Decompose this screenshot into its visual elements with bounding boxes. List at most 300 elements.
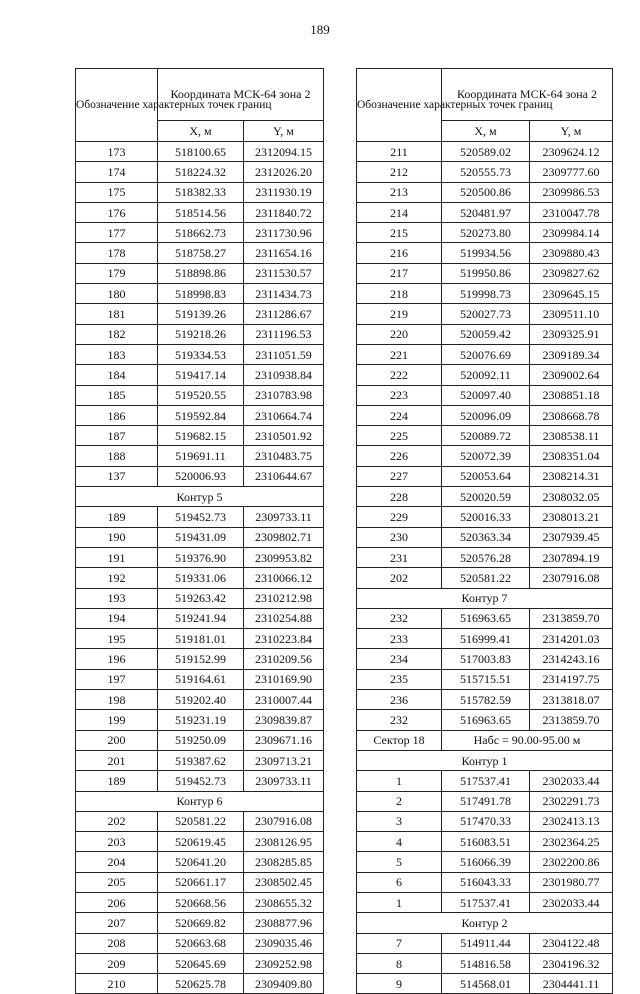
point-number: 1 [357, 771, 442, 791]
table-row [357, 182, 613, 202]
point-number: 7 [357, 933, 442, 953]
y-coordinate: 2312094.15 [244, 142, 324, 162]
y-coordinate: 2308538.11 [530, 426, 613, 446]
table-row [357, 811, 613, 831]
table-row [357, 547, 613, 567]
y-coordinate: 2301980.77 [530, 872, 613, 892]
x-coordinate: 520500.86 [442, 182, 530, 202]
x-coordinate: 519682.15 [158, 426, 244, 446]
point-number: 226 [357, 446, 442, 466]
x-coordinate: 519331.06 [158, 568, 244, 588]
header-coordinate-system: Координата МСК-64 зона 2 [158, 69, 324, 121]
x-coordinate: 517470.33 [442, 811, 530, 831]
header-point-label: Обозначение характерных точек границ [76, 69, 158, 142]
point-number: 202 [76, 811, 158, 831]
point-number: 192 [76, 568, 158, 588]
x-coordinate: 520481.97 [442, 202, 530, 222]
table-row [357, 487, 613, 507]
table-row [76, 182, 324, 202]
coordinates-table-left [75, 68, 324, 994]
x-coordinate: 520092.11 [442, 365, 530, 385]
y-coordinate: 2311840.72 [244, 202, 324, 222]
x-coordinate: 520619.45 [158, 832, 244, 852]
x-coordinate: 519431.09 [158, 527, 244, 547]
table-row [357, 953, 613, 973]
y-coordinate: 2309409.80 [244, 974, 324, 994]
y-coordinate: 2309733.11 [244, 507, 324, 527]
x-coordinate: 519417.14 [158, 365, 244, 385]
y-coordinate: 2309880.43 [530, 243, 613, 263]
point-number: 200 [76, 730, 158, 750]
point-number: 198 [76, 690, 158, 710]
y-coordinate: 2309713.21 [244, 750, 324, 770]
y-coordinate: 2309986.53 [530, 182, 613, 202]
table-row [357, 608, 613, 628]
y-coordinate: 2302033.44 [530, 771, 613, 791]
y-coordinate: 2310007.44 [244, 690, 324, 710]
point-number: 217 [357, 263, 442, 283]
y-coordinate: 2310938.84 [244, 365, 324, 385]
y-coordinate: 2310169.90 [244, 669, 324, 689]
x-coordinate: 515715.51 [442, 669, 530, 689]
contour-row [357, 588, 613, 608]
point-number: 235 [357, 669, 442, 689]
contour-label: Контур 1 [357, 750, 613, 770]
x-coordinate: 519520.55 [158, 385, 244, 405]
point-number: 182 [76, 324, 158, 344]
table-row [76, 263, 324, 283]
point-number: 229 [357, 507, 442, 527]
sector-height-range: Набс = 90.00-95.00 м [442, 730, 613, 750]
point-number: 176 [76, 202, 158, 222]
y-coordinate: 2302413.13 [530, 811, 613, 831]
y-coordinate: 2308502.45 [244, 872, 324, 892]
table-row [357, 426, 613, 446]
point-number: 213 [357, 182, 442, 202]
x-coordinate: 519164.61 [158, 669, 244, 689]
point-number: 179 [76, 263, 158, 283]
point-number: 203 [76, 832, 158, 852]
y-coordinate: 2311196.53 [244, 324, 324, 344]
point-number: 222 [357, 365, 442, 385]
x-coordinate: 520589.02 [442, 142, 530, 162]
table-row [357, 892, 613, 912]
table-row [76, 142, 324, 162]
point-number: 189 [76, 771, 158, 791]
point-number: 227 [357, 466, 442, 486]
point-number: 181 [76, 304, 158, 324]
x-coordinate: 519181.01 [158, 629, 244, 649]
y-coordinate: 2308851.18 [530, 385, 613, 405]
y-coordinate: 2308285.85 [244, 852, 324, 872]
x-coordinate: 520096.09 [442, 405, 530, 425]
y-coordinate: 2309002.64 [530, 365, 613, 385]
table-row [357, 202, 613, 222]
y-coordinate: 2310254.88 [244, 608, 324, 628]
y-coordinate: 2308351.04 [530, 446, 613, 466]
x-coordinate: 519241.94 [158, 608, 244, 628]
table-row [357, 568, 613, 588]
y-coordinate: 2309511.10 [530, 304, 613, 324]
contour-label: Контур 6 [76, 791, 324, 811]
table-row [76, 385, 324, 405]
point-number: 1 [357, 892, 442, 912]
y-coordinate: 2308013.21 [530, 507, 613, 527]
table-row [76, 365, 324, 385]
y-coordinate: 2302291.73 [530, 791, 613, 811]
header-x: X, м [442, 121, 530, 142]
y-coordinate: 2310047.78 [530, 202, 613, 222]
x-coordinate: 519592.84 [158, 405, 244, 425]
contour-row [76, 791, 324, 811]
table-row [76, 690, 324, 710]
table-row [76, 223, 324, 243]
table-row [76, 629, 324, 649]
y-coordinate: 2309189.34 [530, 344, 613, 364]
table-row [76, 243, 324, 263]
x-coordinate: 519263.42 [158, 588, 244, 608]
y-coordinate: 2311434.73 [244, 284, 324, 304]
header-y: Y, м [530, 121, 613, 142]
table-row [76, 974, 324, 994]
y-coordinate: 2309671.16 [244, 730, 324, 750]
point-number: 3 [357, 811, 442, 831]
x-coordinate: 519250.09 [158, 730, 244, 750]
y-coordinate: 2310664.74 [244, 405, 324, 425]
point-number: 219 [357, 304, 442, 324]
point-number: 201 [76, 750, 158, 770]
table-row [357, 852, 613, 872]
x-coordinate: 520581.22 [158, 811, 244, 831]
table-row [76, 162, 324, 182]
point-number: 212 [357, 162, 442, 182]
table-row [76, 446, 324, 466]
y-coordinate: 2309325.91 [530, 324, 613, 344]
contour-row [357, 913, 613, 933]
table-row [76, 649, 324, 669]
table-row [357, 446, 613, 466]
coordinates-table-right [356, 68, 613, 994]
x-coordinate: 519950.86 [442, 263, 530, 283]
x-coordinate: 517491.78 [442, 791, 530, 811]
y-coordinate: 2310223.84 [244, 629, 324, 649]
table-row [357, 344, 613, 364]
table-body-right [357, 142, 613, 994]
x-coordinate: 516963.65 [442, 710, 530, 730]
point-number: 6 [357, 872, 442, 892]
point-number: 180 [76, 284, 158, 304]
table-row [76, 344, 324, 364]
x-coordinate: 519691.11 [158, 446, 244, 466]
table-row [76, 933, 324, 953]
point-number: 174 [76, 162, 158, 182]
y-coordinate: 2314243.16 [530, 649, 613, 669]
y-coordinate: 2310483.75 [244, 446, 324, 466]
y-coordinate: 2311930.19 [244, 182, 324, 202]
table-row [357, 527, 613, 547]
point-number: 210 [76, 974, 158, 994]
y-coordinate: 2313859.70 [530, 710, 613, 730]
x-coordinate: 520006.93 [158, 466, 244, 486]
point-number: 175 [76, 182, 158, 202]
table-row [357, 243, 613, 263]
x-coordinate: 520641.20 [158, 852, 244, 872]
table-row [357, 466, 613, 486]
point-number: 189 [76, 507, 158, 527]
y-coordinate: 2308877.96 [244, 913, 324, 933]
point-number: 188 [76, 446, 158, 466]
point-number: 216 [357, 243, 442, 263]
y-coordinate: 2312026.20 [244, 162, 324, 182]
table-row [357, 974, 613, 994]
table-row [357, 142, 613, 162]
x-coordinate: 518514.56 [158, 202, 244, 222]
x-coordinate: 518662.73 [158, 223, 244, 243]
table-row [357, 324, 613, 344]
table-row [76, 202, 324, 222]
x-coordinate: 520661.17 [158, 872, 244, 892]
x-coordinate: 517537.41 [442, 771, 530, 791]
page-number: 189 [310, 22, 330, 37]
x-coordinate: 520576.28 [442, 547, 530, 567]
x-coordinate: 520363.34 [442, 527, 530, 547]
y-coordinate: 2309953.82 [244, 547, 324, 567]
point-number: 232 [357, 710, 442, 730]
point-number: 5 [357, 852, 442, 872]
point-number: 204 [76, 852, 158, 872]
table-row [76, 466, 324, 486]
x-coordinate: 519376.90 [158, 547, 244, 567]
point-number: 220 [357, 324, 442, 344]
contour-row [357, 750, 613, 770]
x-coordinate: 516083.51 [442, 832, 530, 852]
table-row [76, 284, 324, 304]
y-coordinate: 2309252.98 [244, 953, 324, 973]
contour-label: Контур 2 [357, 913, 613, 933]
x-coordinate: 518224.32 [158, 162, 244, 182]
x-coordinate: 518998.83 [158, 284, 244, 304]
x-coordinate: 520555.73 [442, 162, 530, 182]
y-coordinate: 2308655.32 [244, 892, 324, 912]
y-coordinate: 2311654.16 [244, 243, 324, 263]
point-number: 234 [357, 649, 442, 669]
point-number: 137 [76, 466, 158, 486]
y-coordinate: 2310644.67 [244, 466, 324, 486]
y-coordinate: 2309645.15 [530, 284, 613, 304]
sector-row [357, 730, 613, 750]
table-row [76, 426, 324, 446]
x-coordinate: 520668.56 [158, 892, 244, 912]
table-row [357, 629, 613, 649]
x-coordinate: 518382.33 [158, 182, 244, 202]
table-row [76, 405, 324, 425]
x-coordinate: 520625.78 [158, 974, 244, 994]
point-number: 228 [357, 487, 442, 507]
y-coordinate: 2310066.12 [244, 568, 324, 588]
table-body-left [76, 142, 324, 994]
x-coordinate: 519934.56 [442, 243, 530, 263]
y-coordinate: 2307916.08 [244, 811, 324, 831]
contour-row [76, 487, 324, 507]
table-row [357, 405, 613, 425]
table-row [357, 832, 613, 852]
table-row [76, 852, 324, 872]
header-point-label: Обозначение характерных точек границ [357, 69, 442, 142]
y-coordinate: 2311730.96 [244, 223, 324, 243]
x-coordinate: 519152.99 [158, 649, 244, 669]
x-coordinate: 519139.26 [158, 304, 244, 324]
point-number: 193 [76, 588, 158, 608]
y-coordinate: 2310501.92 [244, 426, 324, 446]
point-number: 233 [357, 629, 442, 649]
x-coordinate: 518100.65 [158, 142, 244, 162]
x-coordinate: 519218.26 [158, 324, 244, 344]
y-coordinate: 2304122.48 [530, 933, 613, 953]
table-row [76, 547, 324, 567]
y-coordinate: 2311286.67 [244, 304, 324, 324]
point-number: 4 [357, 832, 442, 852]
y-coordinate: 2311051.59 [244, 344, 324, 364]
table-row [357, 304, 613, 324]
table-row [357, 872, 613, 892]
point-number: 207 [76, 913, 158, 933]
x-coordinate: 516066.39 [442, 852, 530, 872]
y-coordinate: 2309777.60 [530, 162, 613, 182]
point-number: 209 [76, 953, 158, 973]
point-number: 206 [76, 892, 158, 912]
x-coordinate: 519387.62 [158, 750, 244, 770]
table-row [76, 872, 324, 892]
x-coordinate: 520645.69 [158, 953, 244, 973]
table-row [76, 953, 324, 973]
y-coordinate: 2309035.46 [244, 933, 324, 953]
x-coordinate: 516963.65 [442, 608, 530, 628]
y-coordinate: 2302033.44 [530, 892, 613, 912]
y-coordinate: 2308668.78 [530, 405, 613, 425]
point-number: 178 [76, 243, 158, 263]
y-coordinate: 2304441.11 [530, 974, 613, 994]
y-coordinate: 2307894.19 [530, 547, 613, 567]
point-number: 184 [76, 365, 158, 385]
y-coordinate: 2302200.86 [530, 852, 613, 872]
table-row [357, 507, 613, 527]
table-row [76, 771, 324, 791]
point-number: 194 [76, 608, 158, 628]
y-coordinate: 2311530.57 [244, 263, 324, 283]
table-row [76, 507, 324, 527]
x-coordinate: 517537.41 [442, 892, 530, 912]
x-coordinate: 519998.73 [442, 284, 530, 304]
x-coordinate: 520059.42 [442, 324, 530, 344]
point-number: 225 [357, 426, 442, 446]
x-coordinate: 518758.27 [158, 243, 244, 263]
point-number: 218 [357, 284, 442, 304]
point-number: 211 [357, 142, 442, 162]
point-number: 173 [76, 142, 158, 162]
y-coordinate: 2308214.31 [530, 466, 613, 486]
x-coordinate: 520273.80 [442, 223, 530, 243]
x-coordinate: 519334.53 [158, 344, 244, 364]
x-coordinate: 515782.59 [442, 690, 530, 710]
x-coordinate: 518898.86 [158, 263, 244, 283]
table-row [76, 710, 324, 730]
table-row [76, 730, 324, 750]
x-coordinate: 519202.40 [158, 690, 244, 710]
y-coordinate: 2313859.70 [530, 608, 613, 628]
x-coordinate: 520072.39 [442, 446, 530, 466]
point-number: 9 [357, 974, 442, 994]
table-row [357, 223, 613, 243]
x-coordinate: 514816.58 [442, 953, 530, 973]
y-coordinate: 2309827.62 [530, 263, 613, 283]
y-coordinate: 2310783.98 [244, 385, 324, 405]
y-coordinate: 2302364.25 [530, 832, 613, 852]
point-number: 199 [76, 710, 158, 730]
x-coordinate: 519231.19 [158, 710, 244, 730]
y-coordinate: 2307939.45 [530, 527, 613, 547]
point-number: 191 [76, 547, 158, 567]
table-row [76, 527, 324, 547]
contour-label: Контур 7 [357, 588, 613, 608]
x-coordinate: 520076.69 [442, 344, 530, 364]
table-row [357, 710, 613, 730]
table-row [76, 608, 324, 628]
x-coordinate: 520020.59 [442, 487, 530, 507]
y-coordinate: 2314201.03 [530, 629, 613, 649]
x-coordinate: 519452.73 [158, 771, 244, 791]
point-number: 196 [76, 649, 158, 669]
y-coordinate: 2310209.56 [244, 649, 324, 669]
point-number: 185 [76, 385, 158, 405]
point-number: 208 [76, 933, 158, 953]
table-row [357, 690, 613, 710]
point-number: 214 [357, 202, 442, 222]
x-coordinate: 516999.41 [442, 629, 530, 649]
y-coordinate: 2304196.32 [530, 953, 613, 973]
y-coordinate: 2309984.14 [530, 223, 613, 243]
y-coordinate: 2308126.95 [244, 832, 324, 852]
x-coordinate: 514911.44 [442, 933, 530, 953]
x-coordinate: 520016.33 [442, 507, 530, 527]
point-number: 177 [76, 223, 158, 243]
point-number: 2 [357, 791, 442, 811]
table-row [357, 669, 613, 689]
point-number: 8 [357, 953, 442, 973]
x-coordinate: 520027.73 [442, 304, 530, 324]
point-number: 231 [357, 547, 442, 567]
table-row [76, 588, 324, 608]
point-number: 190 [76, 527, 158, 547]
table-row [76, 892, 324, 912]
x-coordinate: 520053.64 [442, 466, 530, 486]
table-row [76, 568, 324, 588]
point-number: 195 [76, 629, 158, 649]
point-number: 236 [357, 690, 442, 710]
y-coordinate: 2309802.71 [244, 527, 324, 547]
table-row [76, 811, 324, 831]
point-number: 205 [76, 872, 158, 892]
y-coordinate: 2314197.75 [530, 669, 613, 689]
y-coordinate: 2309733.11 [244, 771, 324, 791]
sector-label: Сектор 18 [357, 730, 442, 750]
table-row [357, 162, 613, 182]
table-row [76, 304, 324, 324]
table-row [357, 771, 613, 791]
table-row [76, 832, 324, 852]
x-coordinate: 520663.68 [158, 933, 244, 953]
point-number: 202 [357, 568, 442, 588]
x-coordinate: 519452.73 [158, 507, 244, 527]
